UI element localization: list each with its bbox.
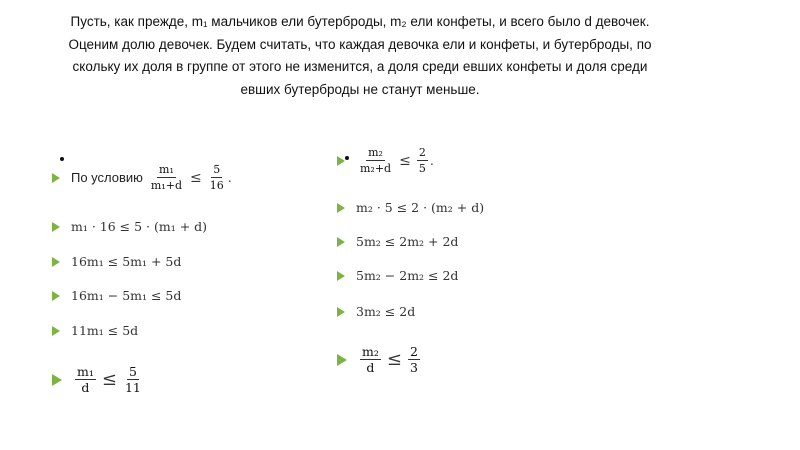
right-step-3: 5m₂ − 2m₂ ≤ 2d [337, 268, 458, 283]
fraction: $\frac{5}{16}$ [209, 163, 224, 192]
fraction: $\frac{\text{m₁}}{\text{m₁+d}}$ [150, 163, 183, 192]
left-step-3: 16m₁ − 5m₁ ≤ 5d [52, 288, 181, 303]
left-result-row [52, 365, 145, 394]
right-step-2: 5m₂ ≤ 2m₂ + 2d [337, 234, 458, 249]
fraction: $\frac{\text{m₂}}{d}$ [362, 344, 379, 375]
arrow-bullet-icon [337, 271, 345, 281]
right-result-row [337, 345, 422, 374]
arrow-bullet-icon [52, 257, 60, 267]
leq-sign: ≤ [399, 152, 411, 169]
bullet-dot [60, 157, 64, 161]
fraction: $\frac{5}{11}$ [124, 364, 141, 395]
arrow-bullet-icon [337, 354, 347, 366]
arrow-bullet-icon [52, 291, 60, 301]
intro-line-3: скольку их доля в группе от этого не изменится, а доля среди евших конфеты и доля среди [72, 59, 648, 74]
arrow-bullet-icon [52, 374, 62, 386]
right-derivation [337, 140, 637, 400]
left-step-1: m₁ · 16 ≤ 5 · (m₁ + d) [52, 219, 207, 234]
arrow-bullet-icon [337, 307, 345, 317]
right-step-1: m₂ · 5 ≤ 2 · (m₂ + d) [337, 200, 484, 215]
left-condition-row [52, 163, 232, 192]
intro-line-2: Оценим долю девочек. Будем считать, что каждая девочка ели и конфеты, и бутерброды, по [68, 36, 652, 52]
arrow-bullet-icon [337, 237, 345, 247]
left-step-2: 16m₁ ≤ 5m₁ + 5d [52, 254, 181, 269]
period: . [227, 170, 232, 185]
period: . [429, 153, 434, 168]
leq-sign: ≤ [101, 369, 117, 390]
right-condition-row [337, 146, 434, 175]
right-step-4: 3m₂ ≤ 2d [337, 304, 415, 319]
fraction: $\frac{\text{m₂}}{\text{m₂+d}}$ [360, 146, 392, 175]
left-derivation [52, 150, 382, 410]
arrow-bullet-icon [337, 203, 345, 213]
intro-line-4: евших бутерброды не станут меньше. [240, 81, 480, 97]
arrow-bullet-icon [52, 326, 60, 336]
fraction: $\frac{2}{5}$ [418, 146, 426, 175]
arrow-bullet-icon [52, 173, 60, 183]
leq-sign: ≤ [386, 349, 402, 370]
arrow-bullet-icon [337, 156, 345, 166]
intro-paragraph [0, 11, 720, 101]
leq-sign: ≤ [190, 169, 202, 186]
fraction: $\frac{\text{m₁}}{d}$ [77, 364, 94, 395]
fraction: $\frac{2}{3}$ [409, 344, 418, 375]
arrow-bullet-icon [52, 222, 60, 232]
condition-label: По условию [71, 170, 143, 185]
intro-line-1: Пусть, как прежде, m₁ мальчиков ели бутерброды, m₂ ели конфеты, и всего было d девочек. [70, 14, 650, 29]
left-step-4: 11m₁ ≤ 5d [52, 323, 138, 338]
